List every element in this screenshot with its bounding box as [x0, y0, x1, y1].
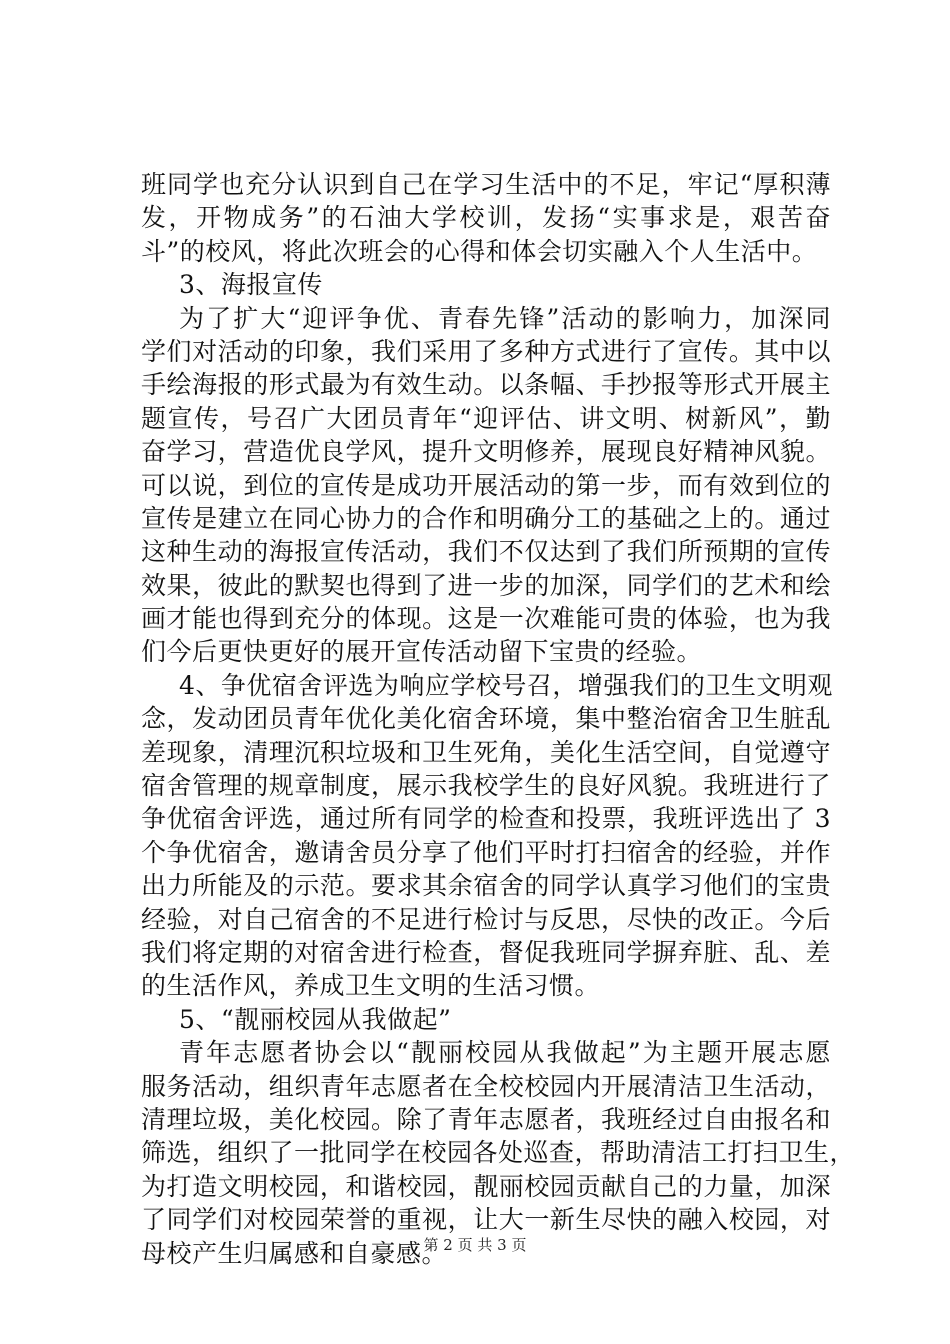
- text-line: 我们将定期的对宿舍进行检查，督促我班同学摒弃脏、乱、差: [141, 937, 831, 967]
- text-line: 青年志愿者协会以“靓丽校园从我做起”为主题开展志愿: [179, 1038, 831, 1068]
- text-line: 出力所能及的示范。要求其余宿舍的同学认真学习他们的宝贵: [141, 871, 831, 901]
- document-body: [141, 168, 856, 1270]
- page-footer: 第 2 页 共 3 页: [423, 1236, 527, 1254]
- text-line: 题宣传，号召广大团员青年“迎评估、讲文明、树新风”，勤: [141, 403, 831, 433]
- text-line: 斗”的校风，将此次班会的心得和体会切实融入个人生活中。: [141, 236, 818, 266]
- text-line: 为打造文明校园，和谐校园，靓丽校园贡献自己的力量，加深: [141, 1171, 831, 1201]
- text-line: 学们对活动的印象，我们采用了多种方式进行了宣传。其中以: [141, 336, 831, 366]
- text-line: 奋学习，营造优良学风，提升文明修养，展现良好精神风貌。: [141, 437, 831, 467]
- text-line: 差现象，清理沉积垃圾和卫生死角，美化生活空间，自觉遵守: [141, 737, 831, 767]
- text-line: 宣传是建立在同心协力的合作和明确分工的基础之上的。通过: [141, 503, 831, 533]
- text-line: 服务活动，组织青年志愿者在全校校园内开展清洁卫生活动，: [141, 1071, 831, 1101]
- text-line: 4、争优宿舍评选为响应学校号召，增强我们的卫生文明观: [179, 670, 833, 700]
- text-line: 念，发动团员青年优化美化宿舍环境，集中整治宿舍卫生脏乱: [141, 704, 831, 734]
- section-heading: 5、“靓丽校园从我做起”: [179, 1004, 452, 1034]
- text-line: 手绘海报的形式最为有效生动。以条幅、手抄报等形式开展主: [141, 370, 831, 400]
- text-line: 了同学们对校园荣誉的重视，让大一新生尽快的融入校园，对: [141, 1205, 831, 1235]
- section-heading: 3、海报宣传: [179, 270, 323, 300]
- text-line: 这种生动的海报宣传活动，我们不仅达到了我们所预期的宣传: [141, 537, 831, 567]
- text-line: 效果，彼此的默契也得到了进一步的加深，同学们的艺术和绘: [141, 570, 831, 600]
- text-line: 画才能也得到充分的体现。这是一次难能可贵的体验，也为我: [141, 604, 831, 634]
- text-line: 争优宿舍评选，通过所有同学的检查和投票，我班评选出了 3: [141, 804, 831, 834]
- text-line: 母校产生归属感和自豪感。: [141, 1238, 448, 1268]
- text-line: 为了扩大“迎评争优、青春先锋”活动的影响力，加深同: [179, 303, 831, 333]
- text-line: 们今后更快更好的展开宣传活动留下宝贵的经验。: [141, 637, 703, 667]
- text-line: 清理垃圾，美化校园。除了青年志愿者，我班经过自由报名和: [141, 1104, 831, 1134]
- text-line: 可以说，到位的宣传是成功开展活动的第一步，而有效到位的: [141, 470, 831, 500]
- text-line: 筛选，组织了一批同学在校园各处巡查，帮助清洁工打扫卫生，: [141, 1138, 856, 1168]
- text-line: 的生活作风，养成卫生文明的生活习惯。: [141, 971, 601, 1001]
- text-line: 班同学也充分认识到自己在学习生活中的不足，牢记“厚积薄: [141, 170, 831, 199]
- text-line: 发，开物成务”的石油大学校训，发扬“实事求是，艰苦奋: [141, 203, 831, 233]
- text-line: 经验，对自己宿舍的不足进行检讨与反思，尽快的改正。今后: [141, 904, 831, 934]
- text-line: 宿舍管理的规章制度，展示我校学生的良好风貌。我班进行了: [141, 771, 831, 801]
- text-line: 个争优宿舍，邀请舍员分享了他们平时打扫宿舍的经验，并作: [141, 837, 831, 867]
